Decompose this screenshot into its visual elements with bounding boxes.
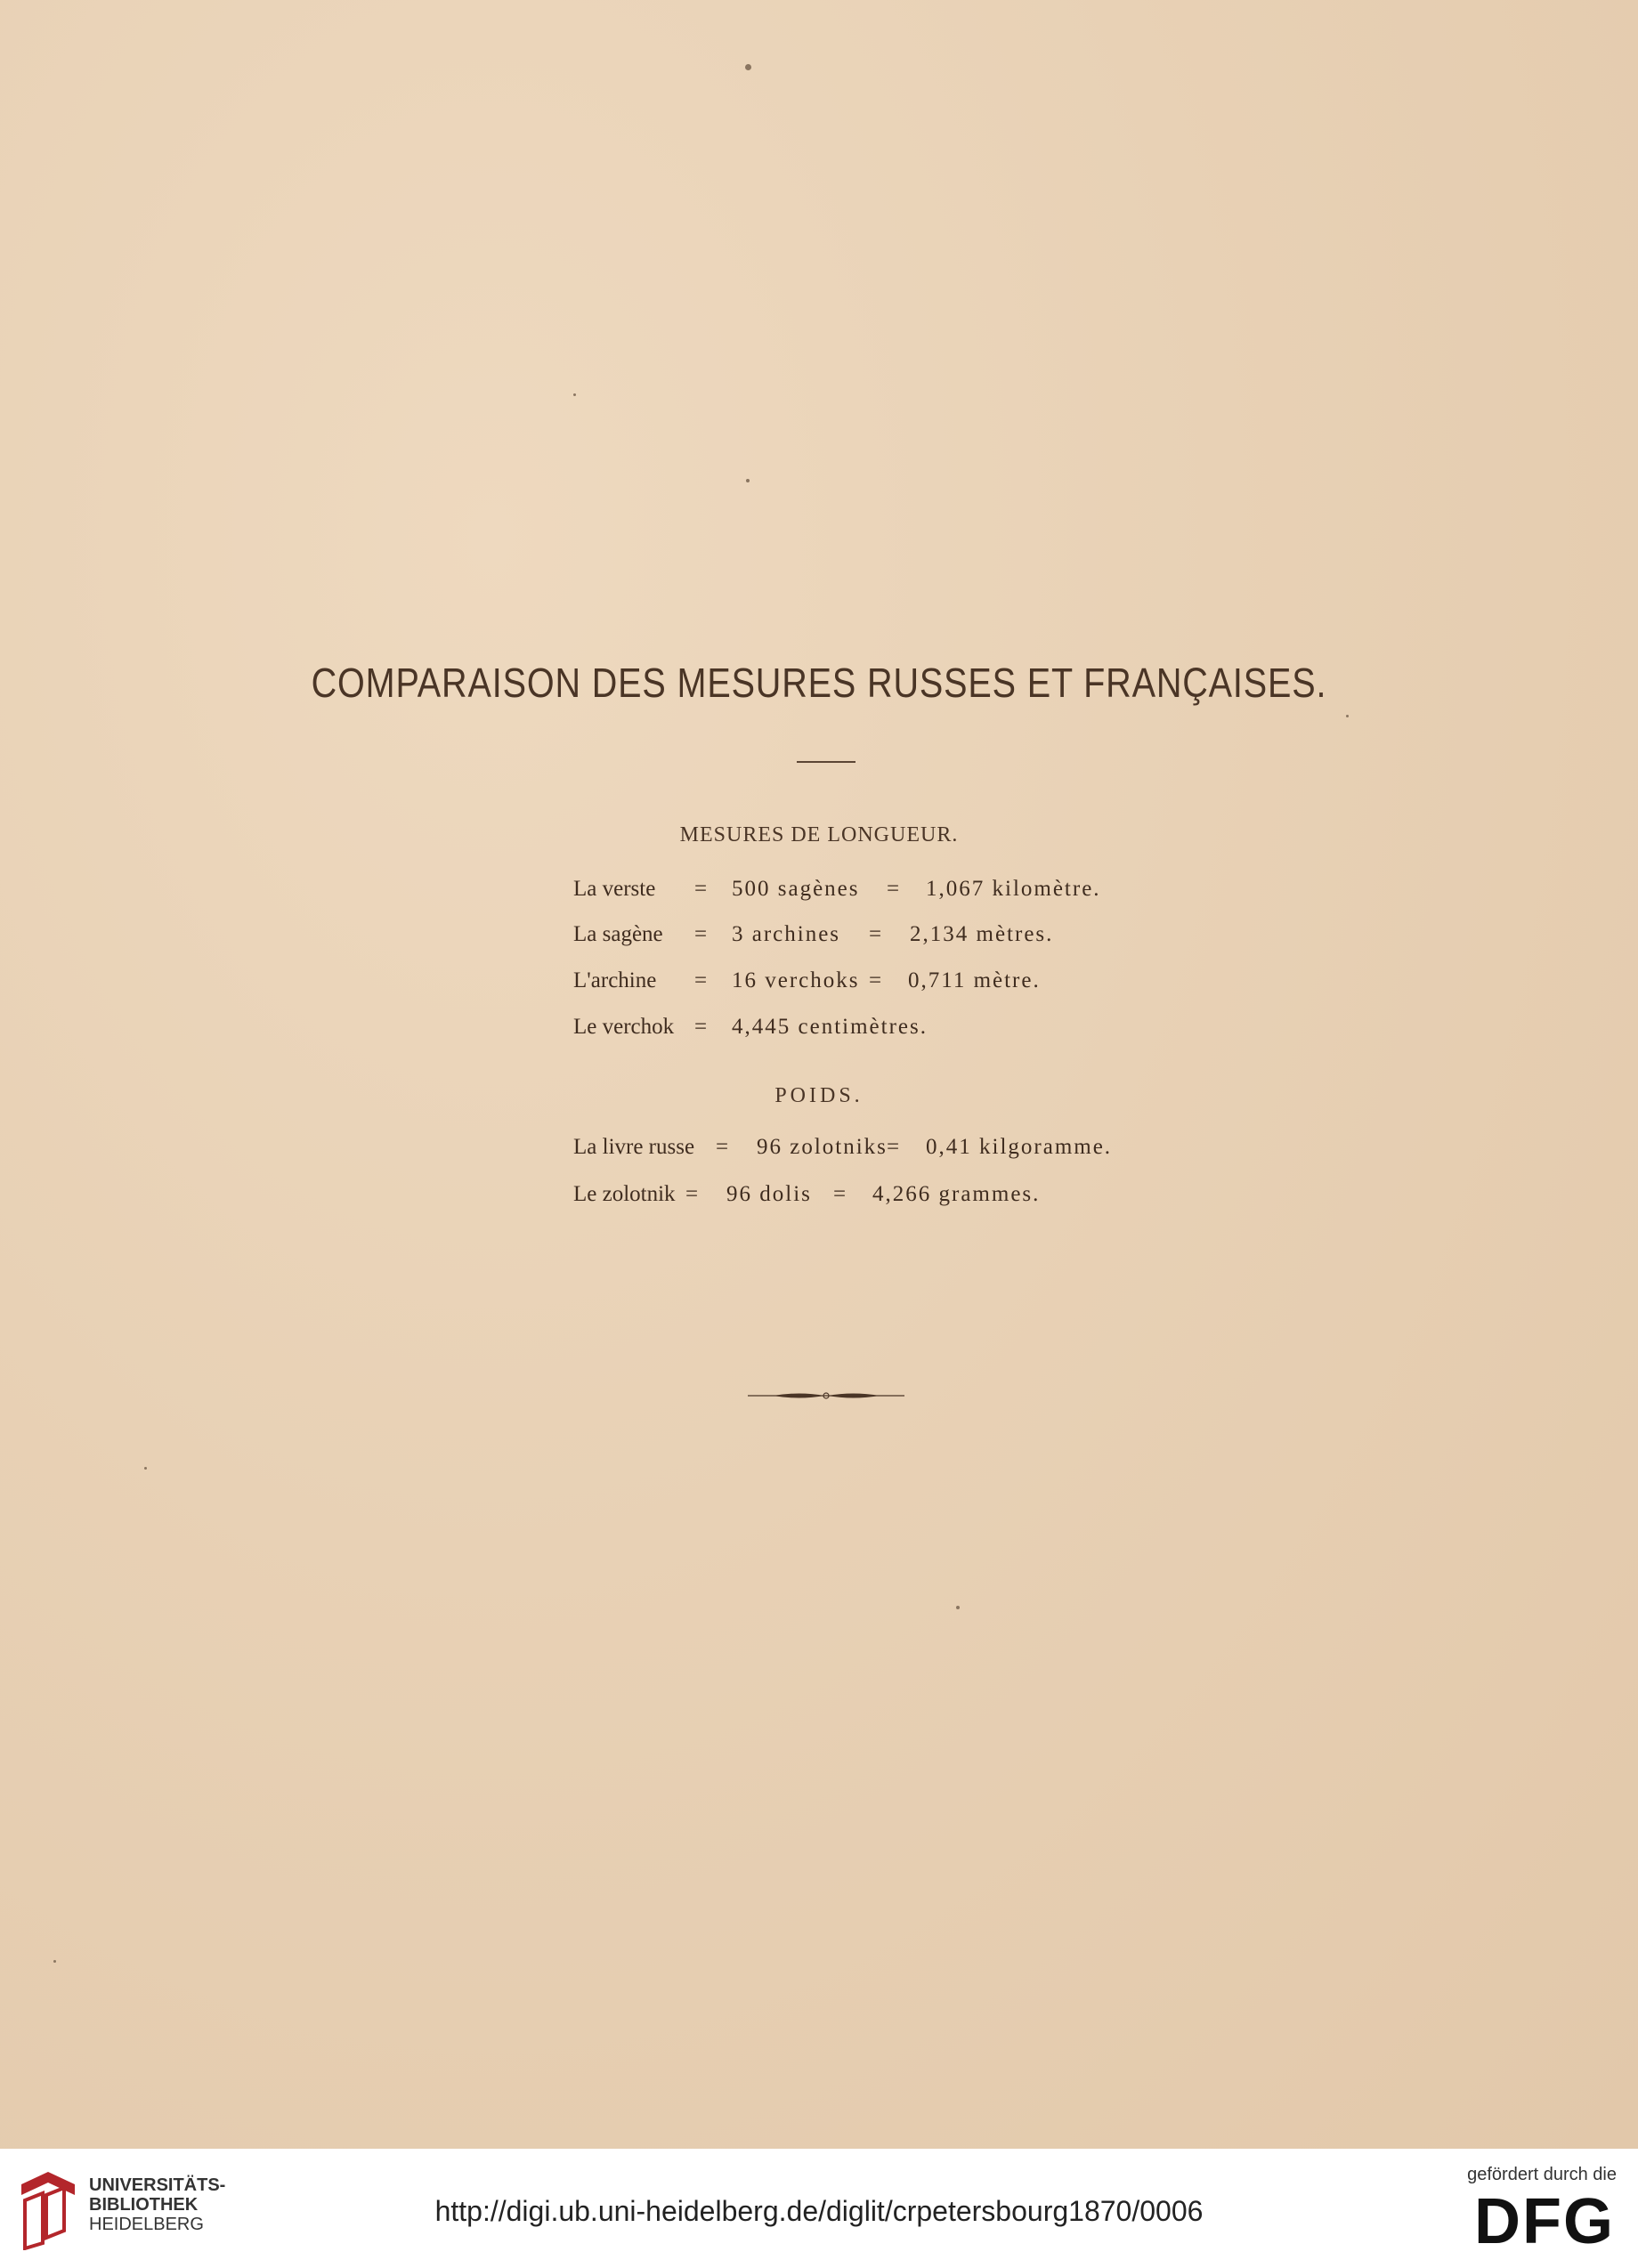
unit-amount: 500 sagènes: [732, 877, 860, 901]
equals-sign: =: [716, 1135, 729, 1159]
library-name-line: BIBLIOTHEK: [89, 2195, 199, 2215]
title-rule: [797, 761, 855, 763]
dfg-logo: DFG: [1474, 2186, 1615, 2257]
unit-amount: 16 verchoks: [732, 968, 860, 992]
source-url-link[interactable]: http://digi.ub.uni-heidelberg.de/diglit/crpetersbourg1870/0006: [434, 2195, 1204, 2227]
unit-name: L'archine: [573, 968, 657, 992]
equals-sign: =: [833, 1182, 847, 1206]
equals-sign: =: [685, 1182, 699, 1206]
paper-speck: [144, 1467, 147, 1470]
equals-sign: =: [694, 922, 708, 946]
unit-name: La sagène: [573, 922, 663, 946]
metric-value: 0,41 kilgoramme.: [926, 1135, 1113, 1159]
library-name-line: UNIVERSITÄTS-: [89, 2175, 226, 2195]
equals-sign: =: [694, 877, 708, 901]
equals-sign: =: [887, 877, 900, 901]
equals-sign: =: [869, 922, 882, 946]
metric-value: 4,266 grammes.: [872, 1182, 1041, 1206]
unit-name: Le zolotnik: [573, 1182, 676, 1206]
unit-name: Le verchok: [573, 1015, 675, 1039]
unit-name: La verste: [573, 877, 656, 901]
unit-amount: 96 zolotniks: [757, 1135, 888, 1159]
paper-speck: [53, 1960, 56, 1963]
unit-amount: 3 archines: [732, 922, 841, 946]
paper-speck: [956, 1606, 960, 1609]
unit-amount: 96 dolis: [726, 1182, 812, 1206]
footer-bar: [0, 2149, 1638, 2268]
paper-speck: [573, 393, 576, 396]
unit-name: La livre russe: [573, 1135, 695, 1159]
page-title: COMPARAISON DES MESURES RUSSES ET FRANÇAISES.: [311, 660, 1327, 706]
library-name-line: HEIDELBERG: [89, 2215, 204, 2234]
equals-sign: =: [694, 968, 708, 992]
section-heading-longueur: MESURES DE LONGUEUR.: [679, 823, 959, 846]
ornament-divider: [746, 1390, 906, 1401]
funding-caption: gefördert durch die: [1467, 2165, 1617, 2184]
metric-value: 2,134 mètres.: [910, 922, 1054, 946]
equals-sign: =: [869, 968, 882, 992]
paper-speck: [746, 479, 750, 482]
paper-speck: [745, 64, 751, 70]
paper-speck: [1346, 715, 1349, 717]
equals-sign: =: [694, 1015, 708, 1039]
equals-sign: =: [887, 1135, 900, 1159]
metric-value: 1,067 kilomètre.: [926, 877, 1101, 901]
metric-value: 0,711 mètre.: [908, 968, 1041, 992]
unit-amount: 4,445 centimètres.: [732, 1015, 928, 1039]
section-heading-poids: POIDS.: [774, 1084, 864, 1107]
